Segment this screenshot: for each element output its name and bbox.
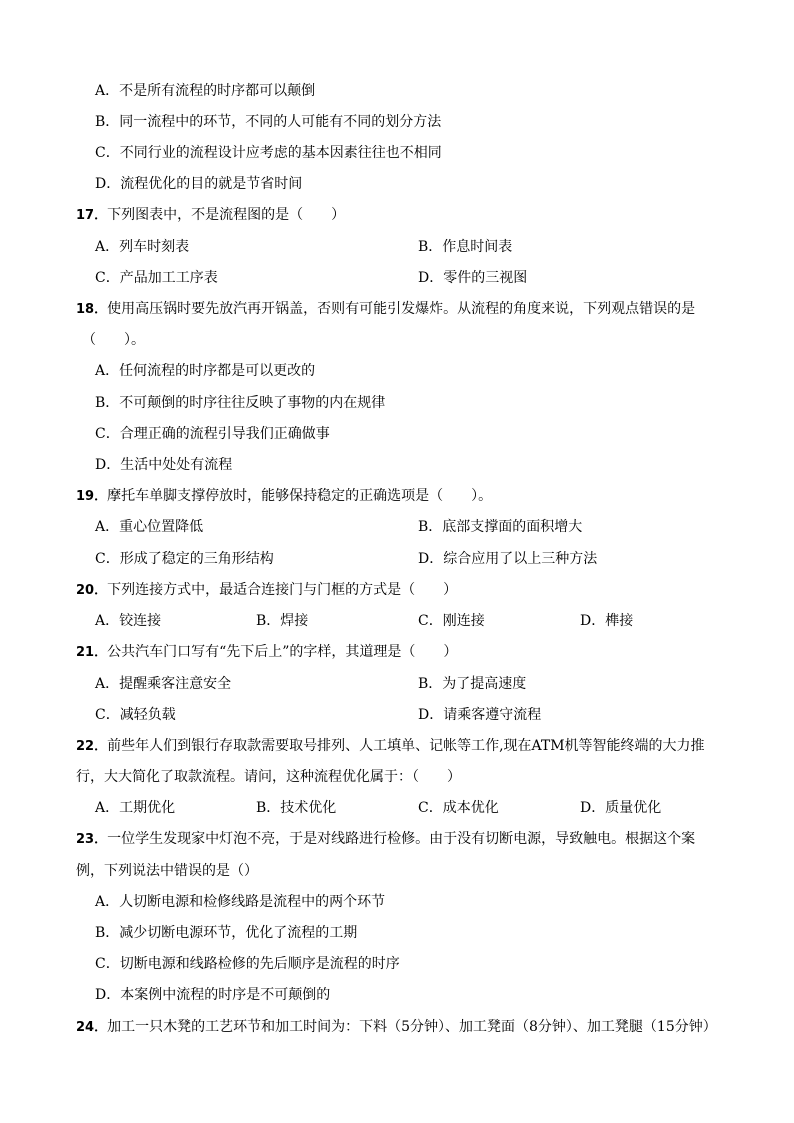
question-23 (76, 829, 695, 850)
question-number: 18． (76, 302, 108, 317)
q19-option-a: A．重心位置降低 (95, 519, 204, 535)
question-number: 19． (76, 489, 108, 504)
question-22 (76, 736, 705, 757)
question-23-cont: 例，下列说法中错误的是（） (76, 863, 258, 879)
q23-option-d: D．本案例中流程的时序是不可颠倒的 (95, 987, 331, 1003)
question-number: 21． (76, 645, 108, 660)
q23-option-c: C．切断电源和线路检修的先后顺序是流程的时序 (95, 956, 400, 972)
q18-option-c: C．合理正确的流程引导我们正确做事 (95, 426, 330, 442)
q19-option-b: B．底部支撑面的面积增大 (418, 519, 583, 535)
question-text: 下列图表中，不是流程图的是（ ） (107, 207, 346, 223)
q21-option-d: D．请乘客遵守流程 (418, 707, 542, 723)
q20-option-d: D．榫接 (580, 613, 634, 629)
question-number: 23． (76, 832, 108, 847)
q23-option-b: B．减少切断电源环节，优化了流程的工期 (95, 925, 358, 941)
question-21 (76, 642, 457, 663)
question-text: 使用高压锅时要先放汽再开锅盖，否则有可能引发爆炸。从流程的角度来说，下列观点错误的是 (107, 301, 696, 317)
question-text: 下列连接方式中，最适合连接门与门框的方式是（ ） (107, 582, 458, 598)
question-text: 摩托车单脚支撑停放时，能够保持稳定的正确选项是（ ）。 (107, 488, 493, 504)
question-17 (76, 205, 345, 226)
question-text: 公共汽车门口写有“先下后上”的字样，其道理是（ ） (107, 644, 458, 660)
question-22-cont: 行，大大简化了取款流程。请问，这种流程优化属于：（ ） (76, 769, 461, 785)
q21-option-b: B．为了提高速度 (418, 676, 527, 692)
q16-option-d: D．流程优化的目的就是节省时间 (95, 176, 303, 192)
question-number: 17． (76, 208, 108, 223)
question-19 (76, 486, 492, 507)
q18-option-d: D．生活中处处有流程 (95, 457, 233, 473)
question-number: 20． (76, 583, 108, 598)
q22-option-d: D．质量优化 (580, 800, 662, 816)
question-20 (76, 580, 457, 601)
q18-option-a: A．任何流程的时序都是可以更改的 (95, 363, 316, 379)
q17-option-d: D．零件的三视图 (418, 270, 528, 286)
question-number: 22． (76, 739, 108, 754)
question-18 (76, 299, 695, 320)
q21-option-a: A．提醒乘客注意安全 (95, 676, 232, 692)
question-24 (76, 1017, 717, 1038)
q17-option-b: B．作息时间表 (418, 239, 513, 255)
q22-option-a: A．工期优化 (95, 800, 176, 816)
q16-option-a: A．不是所有流程的时序都可以颠倒 (95, 83, 316, 99)
question-text: 前些年人们到银行存取款需要取号排列、人工填单、记帐等工作,现在ATM机等智能终端的大力推 (107, 738, 705, 754)
q20-option-b: B．焊接 (256, 613, 309, 629)
q20-option-a: A．铰连接 (95, 613, 162, 629)
q19-option-d: D．综合应用了以上三种方法 (418, 551, 598, 567)
question-text: 加工一只木凳的工艺环节和加工时间为：下料（5分钟）、加工凳面（8分钟）、加工凳腿（15分钟） (107, 1019, 717, 1035)
q22-option-b: B．技术优化 (256, 800, 337, 816)
question-text: 一位学生发现家中灯泡不亮，于是对线路进行检修。由于没有切断电源，导致触电。根据这个案 (107, 831, 696, 847)
question-18-cont: （ ）。 (82, 332, 145, 348)
q16-option-b: B．同一流程中的环节，不同的人可能有不同的划分方法 (95, 114, 442, 130)
q19-option-c: C．形成了稳定的三角形结构 (95, 551, 274, 567)
question-number: 24． (76, 1020, 108, 1035)
q18-option-b: B．不可颠倒的时序往往反映了事物的内在规律 (95, 395, 386, 411)
q20-option-c: C．刚连接 (418, 613, 485, 629)
q22-option-c: C．成本优化 (418, 800, 499, 816)
q21-option-c: C．减轻负载 (95, 707, 176, 723)
q17-option-c: C．产品加工工序表 (95, 270, 218, 286)
q17-option-a: A．列车时刻表 (95, 239, 190, 255)
q16-option-c: C．不同行业的流程设计应考虑的基本因素往往也不相同 (95, 145, 442, 161)
q23-option-a: A．人切断电源和检修线路是流程中的两个环节 (95, 894, 386, 910)
